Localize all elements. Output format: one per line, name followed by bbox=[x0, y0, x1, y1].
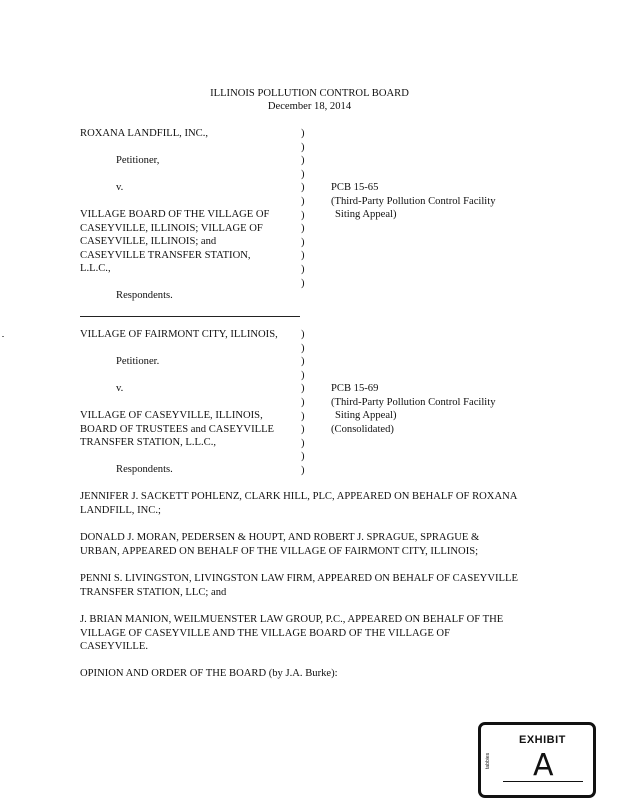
board-name: ILLINOIS POLLUTION CONTROL BOARD bbox=[210, 88, 409, 99]
appearance-paragraph: J. BRIAN MANION, WEILMUENSTER LAW GROUP, P.C., APPEARED ON BEHALF OF THE VILLAGE OF CASEYVILLE AND THE VILLAGE BOARD OF THE VILLAGE OF CASEYVILLE. bbox=[80, 614, 504, 653]
case-description: (Third-Party Pollution Control Facility bbox=[331, 196, 496, 207]
respondent-line: VILLAGE BOARD OF THE VILLAGE OF bbox=[80, 209, 270, 220]
exhibit-stamp bbox=[478, 722, 596, 798]
appearance-paragraph: PENNI S. LIVINGSTON, LIVINGSTON LAW FIRM, APPEARED ON BEHALF OF CASEYVILLE TRANSFER STATION, LLC; and bbox=[80, 573, 518, 598]
respondent-role: Respondents. bbox=[116, 464, 173, 475]
respondent-line: CASEYVILLE, ILLINOIS; VILLAGE OF bbox=[80, 223, 263, 234]
versus: v. bbox=[116, 383, 124, 394]
respondent-line: CASEYVILLE, ILLINOIS; and bbox=[80, 236, 217, 247]
appearance-paragraph: JENNIFER J. SACKETT POHLENZ, CLARK HILL, PLC, APPEARED ON BEHALF OF ROXANA LANDFILL, INC.; bbox=[80, 491, 517, 516]
respondent-line: CASEYVILLE TRANSFER STATION, bbox=[80, 250, 251, 261]
case-description: Siting Appeal) bbox=[335, 209, 397, 220]
case-number: PCB 15-65 bbox=[331, 182, 379, 193]
respondent-line: VILLAGE OF CASEYVILLE, ILLINOIS, bbox=[80, 410, 263, 421]
case-description: (Consolidated) bbox=[331, 424, 394, 435]
scan-mark bbox=[2, 336, 4, 337]
order-date: December 18, 2014 bbox=[267, 101, 352, 112]
petitioner-role: Petitioner, bbox=[116, 155, 160, 166]
exhibit-label: EXHIBIT bbox=[519, 734, 566, 746]
petitioner-role: Petitioner. bbox=[116, 356, 160, 367]
opinion-heading: OPINION AND ORDER OF THE BOARD (by J.A. Burke): bbox=[80, 668, 338, 679]
petitioner-name: VILLAGE OF FAIRMONT CITY, ILLINOIS, bbox=[80, 329, 278, 340]
petitioner-name: ROXANA LANDFILL, INC., bbox=[80, 128, 209, 139]
appearance-paragraph: DONALD J. MORAN, PEDERSEN & HOUPT, AND ROBERT J. SPRAGUE, SPRAGUE & URBAN, APPEARED ON BEHALF OF THE VILLAGE OF FAIRMONT CITY, ILLINOIS; bbox=[80, 532, 480, 557]
respondent-role: Respondents. bbox=[116, 290, 173, 301]
stamp-brand-text: tabbies bbox=[485, 752, 491, 769]
case-description: Siting Appeal) bbox=[335, 410, 397, 421]
exhibit-letter: A bbox=[533, 748, 554, 783]
respondent-line: L.L.C., bbox=[80, 263, 111, 274]
exhibit-underline bbox=[503, 781, 583, 782]
caption-parens: ) ) ) ) ) ) ) ) ) ) ) bbox=[301, 329, 305, 476]
respondent-line: BOARD OF TRUSTEES and CASEYVILLE bbox=[80, 424, 275, 435]
caption-divider bbox=[80, 316, 300, 317]
case-number: PCB 15-69 bbox=[331, 383, 379, 394]
case-description: (Third-Party Pollution Control Facility bbox=[331, 397, 496, 408]
caption-parens: ) ) ) ) ) ) ) ) ) ) ) ) bbox=[301, 128, 305, 289]
versus: v. bbox=[116, 182, 124, 193]
respondent-line: TRANSFER STATION, L.L.C., bbox=[80, 437, 216, 448]
